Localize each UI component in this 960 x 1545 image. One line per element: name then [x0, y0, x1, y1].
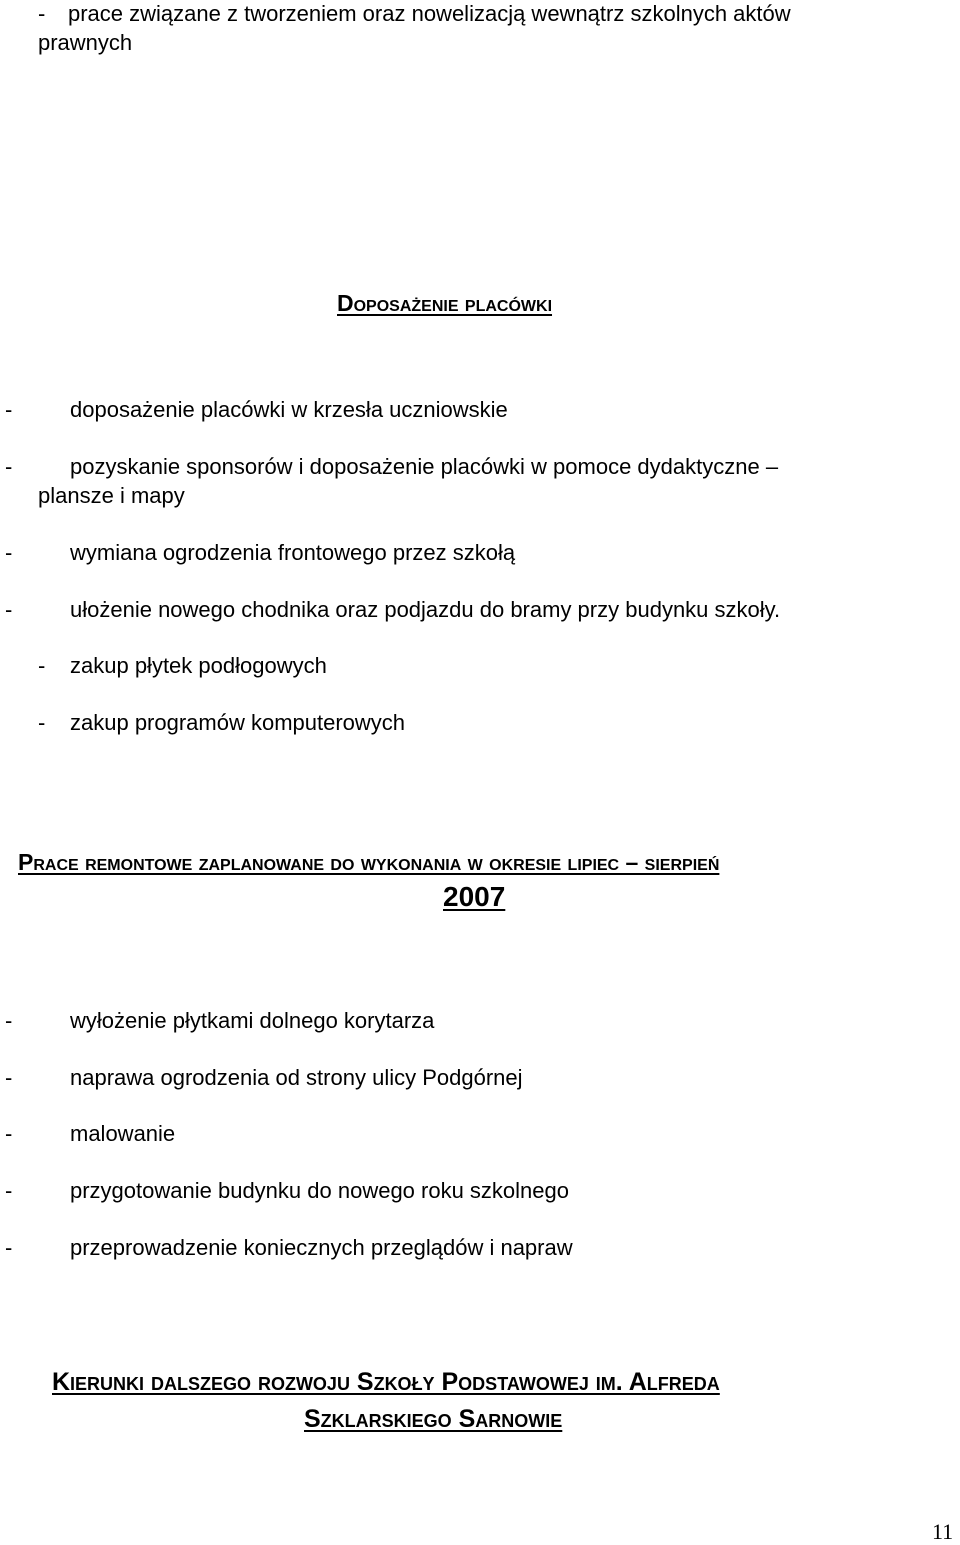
section-title-prace-remontowe: Prace remontowe zaplanowane do wykonania w okresie lipiec – sierpień: [18, 849, 720, 875]
list-item-text: ułożenie nowego chodnika oraz podjazdu do bramy przy budynku szkoły.: [70, 597, 781, 622]
list-dash: -: [38, 710, 46, 735]
list-dash: -: [5, 454, 13, 479]
list-item-text: zakup programów komputerowych: [70, 710, 406, 735]
intro-text-line-1: prace związane z tworzeniem oraz nowelizacją wewnątrz szkolnych aktów: [68, 1, 791, 26]
section-title-year: 2007: [443, 881, 506, 912]
list-dash: -: [5, 1121, 13, 1146]
list-dash: -: [5, 597, 13, 622]
list-item-text: przeprowadzenie koniecznych przeglądów i napraw: [70, 1235, 573, 1260]
section-title-doposazenie: Doposażenie placówki: [337, 290, 553, 316]
section-title-kierunki: Kierunki dalszego rozwoju Szkoły Podstawowej im. Alfreda: [52, 1368, 720, 1396]
list-dash: -: [38, 1, 46, 26]
list-item-continuation: [38, 482, 185, 510]
list-dash: -: [5, 540, 13, 565]
list-dash: -: [38, 653, 46, 678]
section-title-kierunki-line-2: Szklarskiego Sarnowie: [304, 1405, 563, 1433]
list-item-text: malowanie: [70, 1121, 176, 1146]
list-item-text: wyłożenie płytkami dolnego korytarza: [70, 1008, 435, 1033]
list-dash: -: [5, 1178, 13, 1203]
list-dash: -: [5, 1008, 13, 1033]
list-dash: -: [5, 397, 13, 422]
list-item-text: doposażenie placówki w krzesła uczniowskie: [70, 397, 508, 422]
list-item-text: plansze i mapy: [38, 483, 185, 508]
list-dash: -: [5, 1065, 13, 1090]
list-item-text: zakup płytek podłogowych: [70, 653, 327, 678]
list-item-text: naprawa ogrodzenia od strony ulicy Podgórnej: [70, 1065, 523, 1090]
list-item-text: pozyskanie sponsorów i doposażenie placówki w pomoce dydaktyczne –: [70, 454, 779, 479]
page-number: 11: [932, 1519, 954, 1544]
intro-text-line-2: prawnych: [38, 30, 133, 55]
list-item-text: wymiana ogrodzenia frontowego przez szkołą: [70, 540, 516, 565]
list-dash: -: [5, 1235, 13, 1260]
list-item-text: przygotowanie budynku do nowego roku szkolnego: [70, 1178, 569, 1203]
intro-line-2: [38, 29, 132, 57]
